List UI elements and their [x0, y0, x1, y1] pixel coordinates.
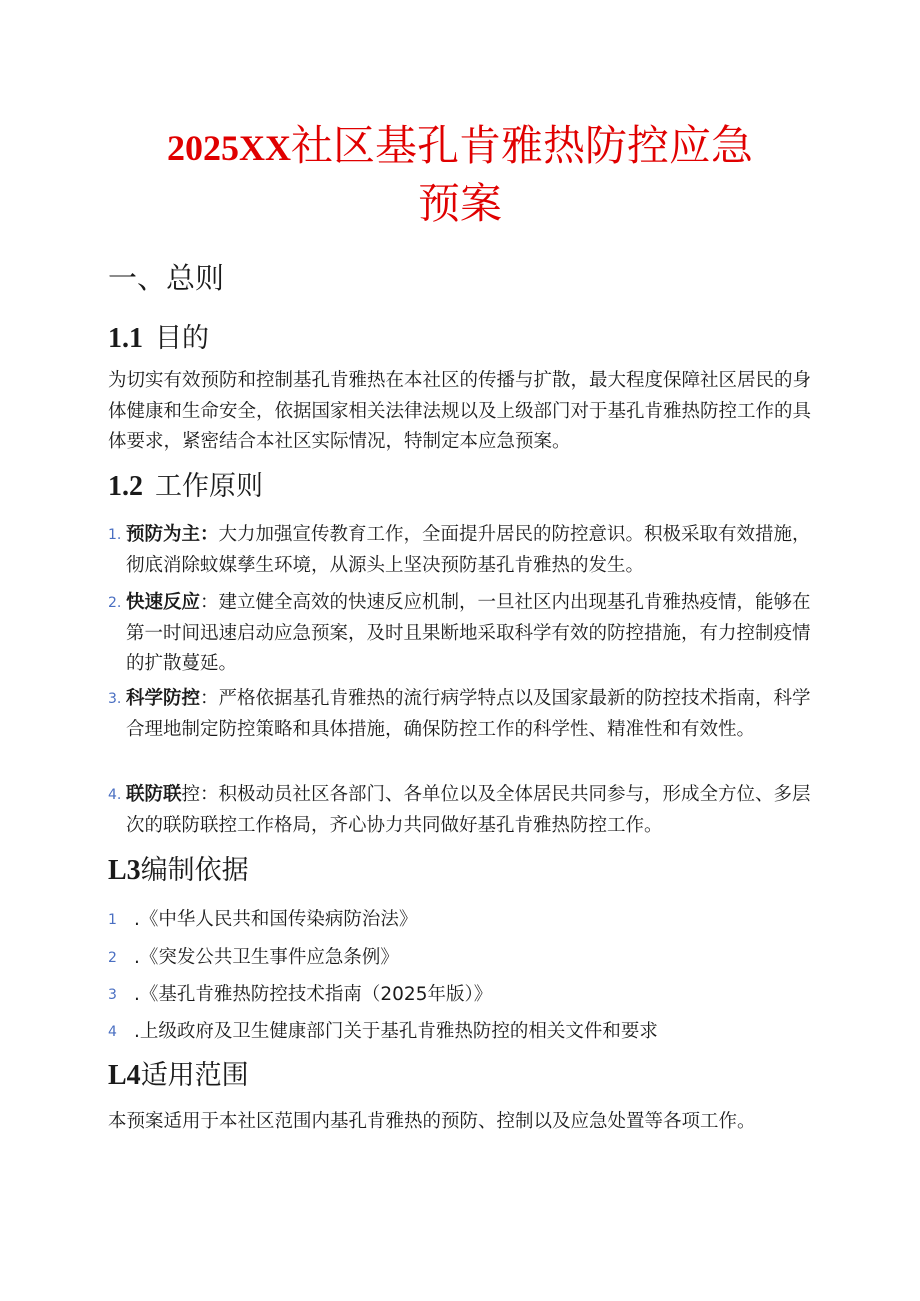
principle-label: 预防为主： — [126, 524, 219, 545]
reference-item — [108, 943, 823, 974]
heading-number: 1.2 — [108, 471, 143, 502]
reference-text: .《突发公共卫生事件应急条例》 — [134, 947, 399, 968]
reference-text: .《中华人民共和国传染病防治法》 — [134, 909, 418, 930]
heading-number: 1.1 — [108, 323, 143, 354]
heading-1-2 — [108, 468, 263, 506]
list-number: 2 — [108, 950, 117, 966]
heading-1-3 — [108, 852, 249, 890]
principle-label: 联防联 — [126, 784, 182, 805]
reference-item — [108, 1017, 823, 1048]
list-number: 1 — [108, 912, 117, 928]
list-number: 4. — [108, 787, 122, 803]
heading-text: 目的 — [155, 323, 209, 354]
heading-number: L4 — [108, 1060, 141, 1091]
document-title-line2: 预案 — [417, 179, 502, 228]
heading-text: 编制依据 — [140, 855, 249, 886]
principle-item — [108, 588, 823, 680]
reference-item — [108, 905, 823, 936]
heading-1-1 — [108, 320, 209, 358]
heading-text: 工作原则 — [155, 471, 263, 502]
list-number: 4 — [108, 1024, 117, 1040]
principle-item — [108, 684, 823, 745]
purpose-paragraph: 为切实有效预防和控制基孔肯雅热在本社区的传播与扩散，最大程度保障社区居民的身体健康和生命安全，依据国家相关法律法规以及上级部门对于基孔肯雅热防控工作的具体要求，紧密结合本社区实际情况，特制定本应急预案。 — [108, 370, 812, 452]
heading-text: 适用范围 — [140, 1060, 249, 1091]
reference-text: .上级政府及卫生健康部门关于基孔肯雅热防控的相关文件和要求 — [134, 1021, 658, 1042]
list-number: 3. — [108, 691, 122, 707]
scope-paragraph: 本预案适用于本社区范围内基孔肯雅热的预防、控制以及应急处置等各项工作。 — [108, 1111, 756, 1132]
reference-item — [108, 980, 823, 1011]
reference-text: .《基孔肯雅热防控技术指南（2025年版）》 — [134, 984, 493, 1005]
section-heading-general: 一、总则 — [108, 261, 225, 295]
list-number: 3 — [108, 987, 117, 1003]
principle-label: 快速反应 — [126, 592, 201, 613]
heading-number: L3 — [108, 855, 141, 886]
principle-label: 科学防控 — [126, 688, 201, 709]
principle-text: ：严格依据基孔肯雅热的流行病学特点以及国家最新的防控技术指南，科学合理地制定防控策略和具体措施，确保防控工作的科学性、精准性和有效性。 — [126, 688, 811, 740]
heading-1-4 — [108, 1057, 249, 1095]
principle-item — [108, 780, 823, 841]
list-number: 1. — [108, 527, 122, 543]
list-number: 2. — [108, 595, 122, 611]
principle-text: ：建立健全高效的快速反应机制，一旦社区内出现基孔肯雅热疫情，能够在第一时间迅速启动应急预案，及时且果断地采取科学有效的防控措施，有力控制疫情的扩散蔓延。 — [126, 592, 811, 674]
document-title-line1 — [120, 118, 800, 176]
principle-text: 控：积极动员社区各部门、各单位以及全体居民共同参与，形成全方位、多层次的联防联控工作格局，齐心协力共同做好基孔肯雅热防控工作。 — [126, 784, 811, 836]
title-text: 社区基孔肯雅热防控应急 — [290, 121, 753, 170]
principle-item — [108, 520, 823, 581]
principle-text: 大力加强宣传教育工作，全面提升居民的防控意识。积极采取有效措施，彻底消除蚊媒孳生环境，从源头上坚决预防基孔肯雅热的发生。 — [126, 524, 811, 576]
title-year-code: 2025XX — [166, 128, 291, 168]
